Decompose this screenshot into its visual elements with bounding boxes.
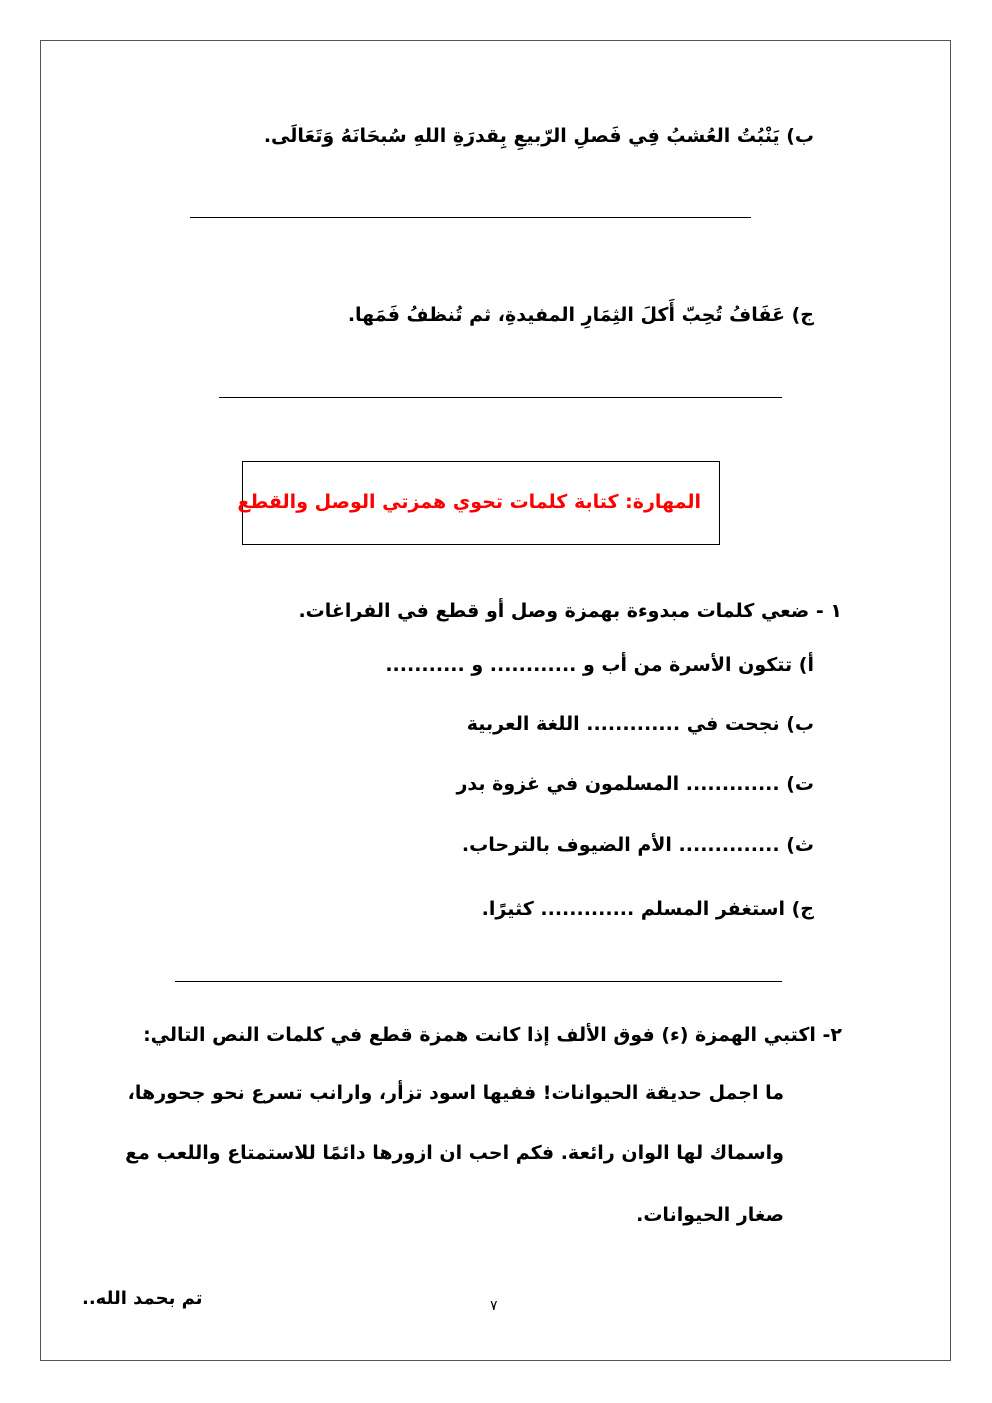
q1-title: ١ - ضعي كلمات مبدوءة بهمزة وصل أو قطع في الفراغات. bbox=[298, 600, 842, 622]
sentence-j: ج) عَفَافُ تُحِبّ أَكلَ الثِمَارِ المفيدةِ، ثم تُنظفُ فَمَها. bbox=[347, 304, 814, 326]
closing-text: تم بحمد الله.. bbox=[82, 1288, 203, 1309]
q2-text-line: واسماك لها الوان رائعة. فكم احب ان ازورها دائمًا للاستمتاع واللعب مع bbox=[125, 1142, 784, 1164]
q1-item: أ) تتكون الأسرة من أب و ............ و ........... bbox=[385, 654, 814, 676]
answer-line-j bbox=[219, 397, 782, 398]
q1-item: ت) ............. المسلمون في غزوة بدر bbox=[456, 773, 814, 795]
q1-item: ث) .............. الأم الضيوف بالترحاب. bbox=[461, 834, 814, 856]
skill-label: المهارة: كتابة كلمات تحوي همزتي الوصل والقطع bbox=[237, 491, 701, 513]
q2-title: ٢- اكتبي الهمزة (ء) فوق الألف إذا كانت همزة قطع في كلمات النص التالي: bbox=[143, 1024, 842, 1046]
q2-text-line: ما اجمل حديقة الحيوانات! ففيها اسود تزأر، وارانب تسرع نحو جحورها، bbox=[127, 1082, 784, 1104]
q1-item: ب) نجحت في ............. اللغة العربية bbox=[466, 713, 814, 735]
sentence-b: ب) يَنْبُتُ العُشبُ فِي فَصلِ الرّبيعِ بِقدرَةِ اللهِ سُبحَانَهُ وَتَعَالَى. bbox=[263, 125, 814, 147]
page-number: ٧ bbox=[490, 1298, 498, 1314]
q1-item: ج) استغفر المسلم ............. كثيرًا. bbox=[481, 898, 814, 920]
separator-line bbox=[175, 981, 782, 982]
answer-line-b bbox=[190, 217, 751, 218]
skill-box bbox=[237, 461, 720, 545]
q2-text-line: صغار الحيوانات. bbox=[636, 1204, 784, 1226]
